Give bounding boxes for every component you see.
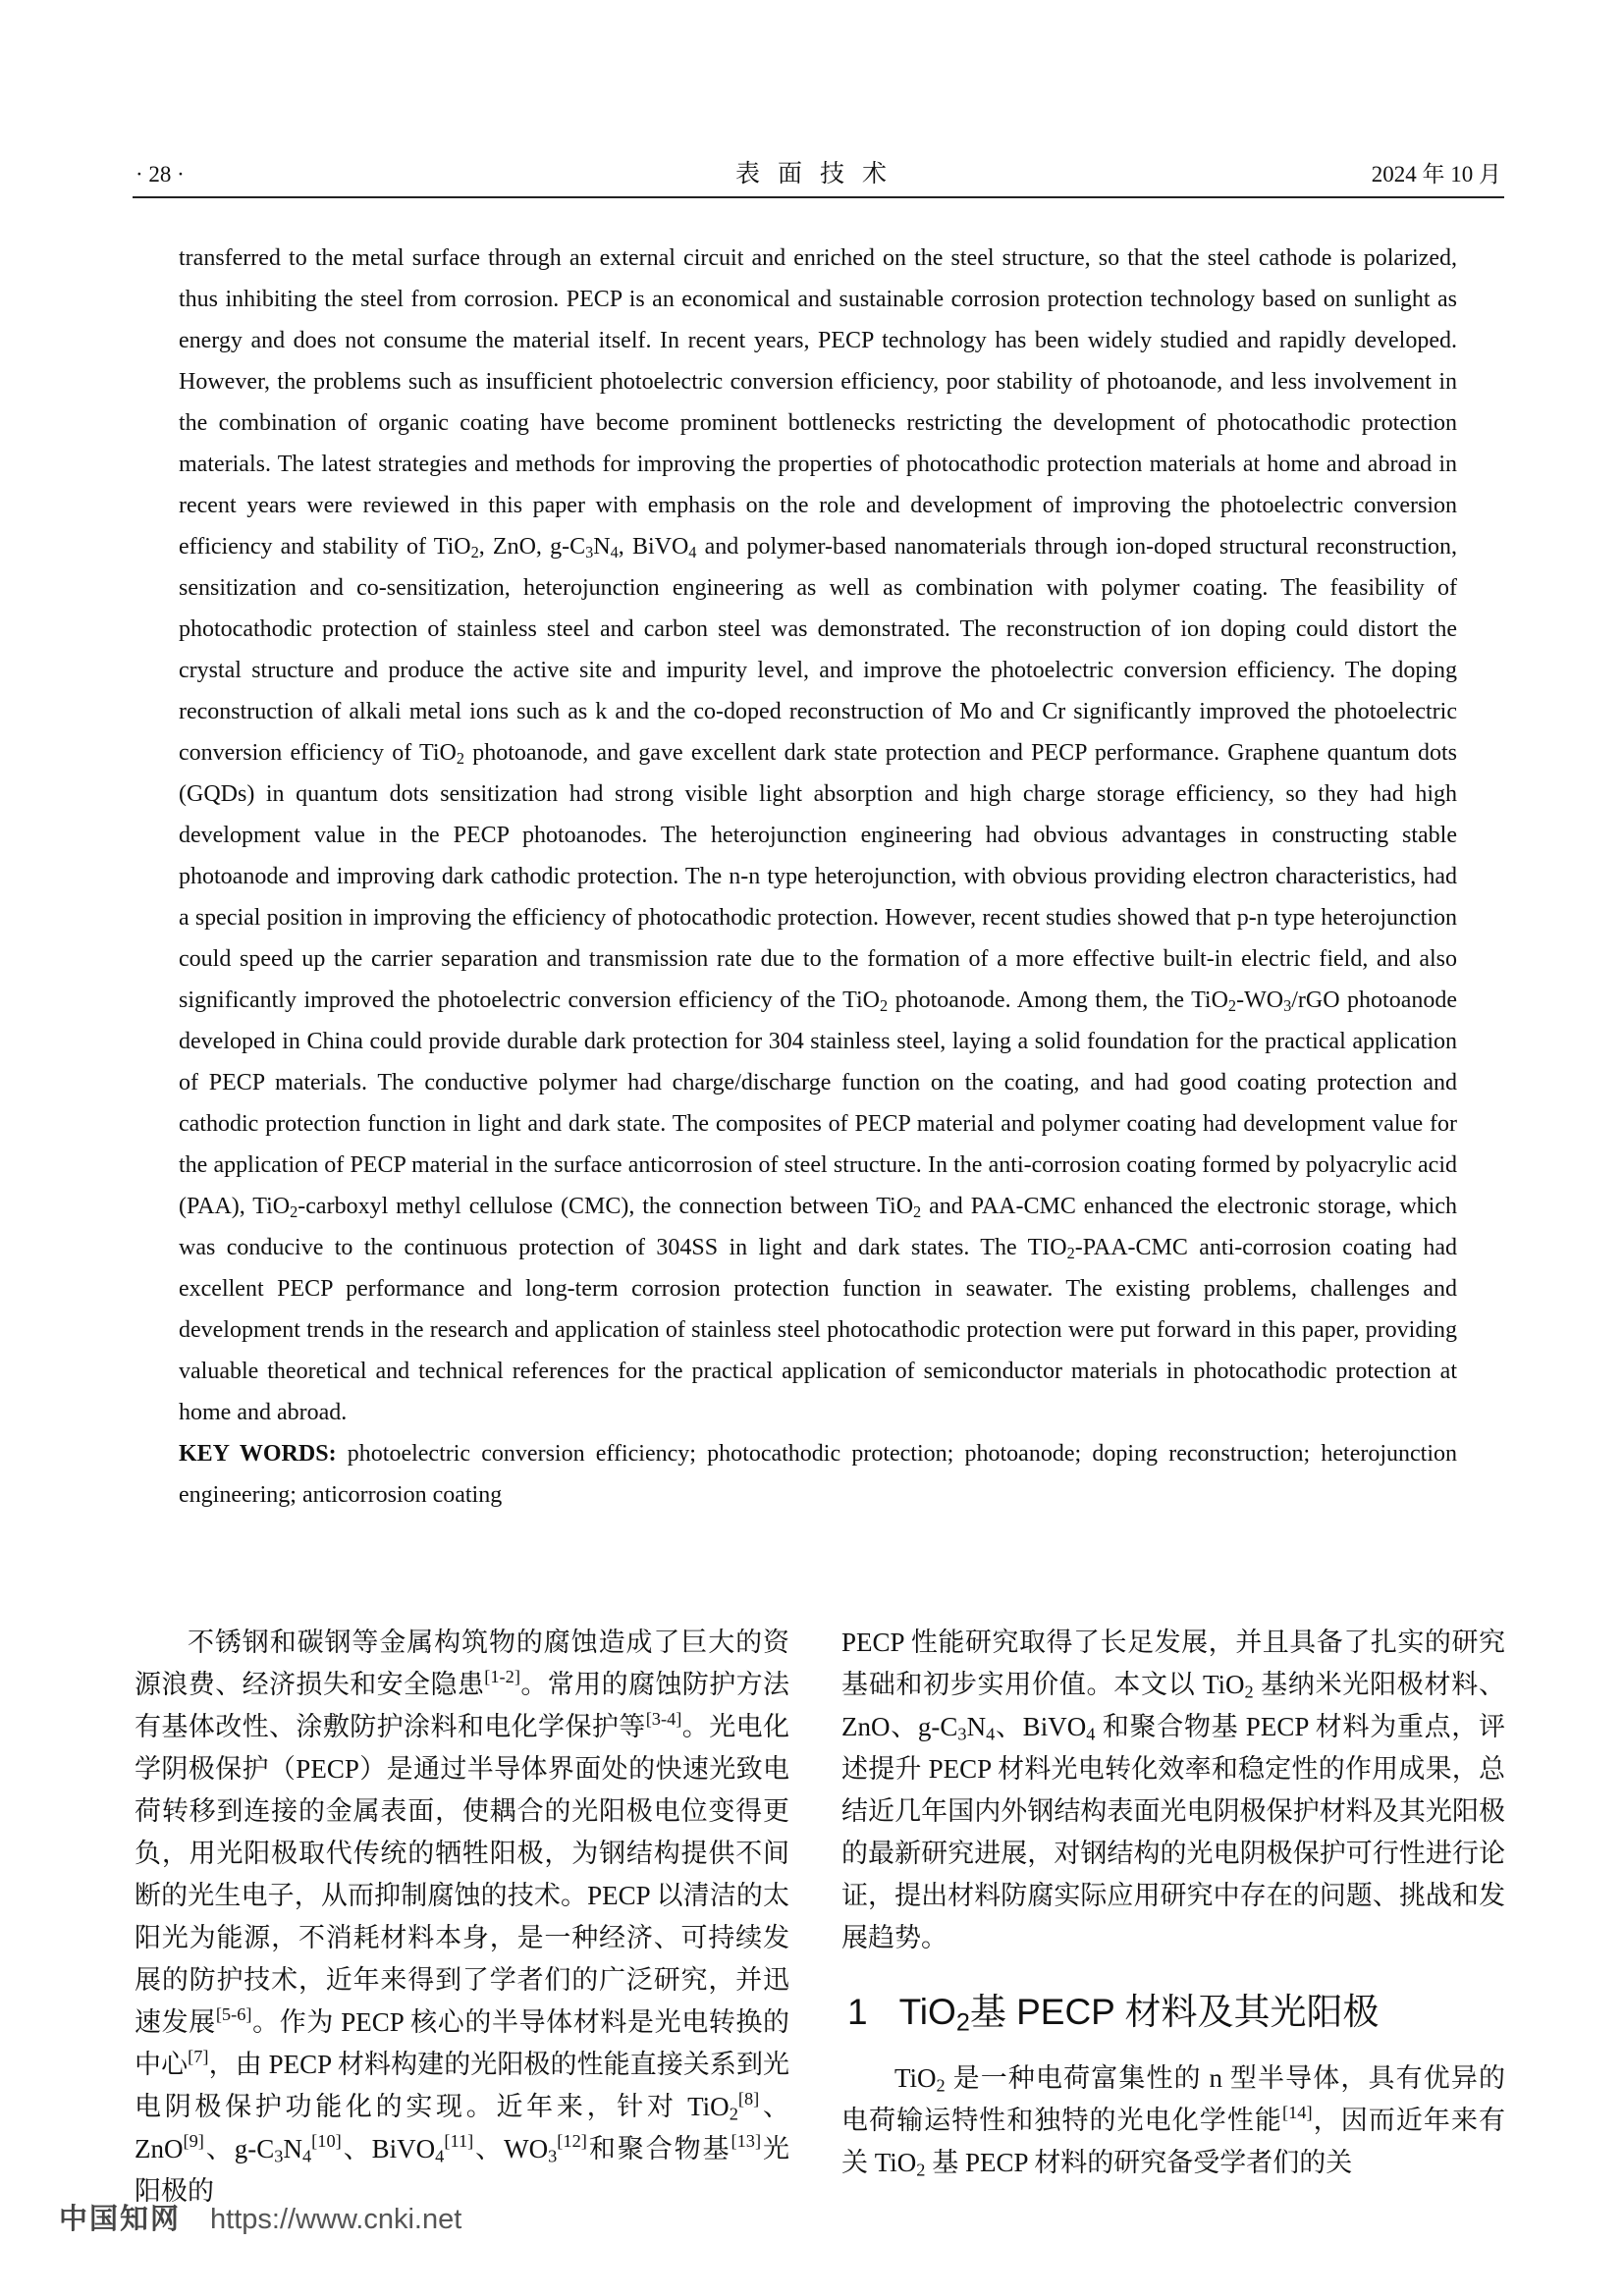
english-abstract [179, 238, 1457, 1516]
subscript: 3 [1283, 996, 1292, 1016]
body-text: 。常用的腐蚀防护方法有基体改性、涂敷防护涂料和电化学保护等 [135, 1670, 790, 1741]
body-column-right [841, 1622, 1505, 2184]
subscript: 2 [456, 749, 465, 769]
body-text: PECP 性能研究取得了长足发展，并且具备了扎实的研究基础和初步实用价值。本文以 TiO [841, 1628, 1505, 1699]
formula: TIO [1027, 1235, 1067, 1260]
subscript: 3 [274, 2146, 284, 2166]
subscript: 4 [1086, 1724, 1096, 1744]
formula: -WO [1236, 988, 1284, 1013]
body-text: 和聚合物基 PECP 材料为重点，评述提升 PECP 材料光电转化效率和稳定性的作用成果，总结近几年国内外钢结构表面光电阴极保护材料及其光阳极的最新研究进展，对钢结构的光电阴极保护可行性进行论证，提出材料防腐实际应用研究中存在的问题、挑战和发展趋势。 [841, 1712, 1506, 1952]
citation: [3-4] [645, 1708, 682, 1729]
site-url: https://www.cnki.net [210, 2204, 462, 2235]
subscript: 2 [936, 2075, 946, 2096]
subscript: 2 [1244, 1682, 1254, 1702]
section-number: 1 [847, 1992, 868, 2032]
subscript: 2 [879, 996, 889, 1016]
subscript: 2 [916, 2160, 926, 2180]
keywords [179, 1433, 1457, 1516]
formula: N [593, 534, 611, 560]
intro-paragraph-continued [841, 1622, 1505, 1959]
section-heading [841, 1985, 1505, 2040]
citation: [12] [557, 2130, 587, 2151]
citation: [14] [1281, 2102, 1313, 2122]
body-text: 不锈钢和碳钢等金属构筑物的腐蚀造成了巨大的资源浪费、经济损失和安全隐患 [135, 1628, 789, 1699]
citation: [11] [444, 2130, 474, 2151]
body-text: TiO [894, 2063, 937, 2093]
abstract-text: and polymer-based nanomaterials through ion-doped structural reconstruction, sensitization and co-sensitization, heterojunction engineering as well as combination with polymer coating. The feasibility of photocathodic protection of stainless steel and carbon steel was demonstrated. The reconstruction of ion doping could distort the crystal structure and produce the active site and impurity level, and improve the photoelectric conversion efficiency. The doping reconstruction of alkali metal ions such as k and the co-doped reconstruction of Mo and Cr significantly improved the photoelectric conversion efficiency of [179, 534, 1458, 766]
citation: [8] [737, 2088, 760, 2109]
citation: [1-2] [484, 1666, 520, 1686]
body-text: 。光电化学阴极保护（PECP）是通过半导体界面处的快速光致电荷转移到连接的金属表面，使耦合的光阳极电位变得更负，用光阳极取代传统的牺牲阳极，为钢结构提供不间断的光生电子，从而抑制腐蚀的技术。PECP 以清洁的太阳光为能源，不消耗材料本身，是一种经济、可持续发展的防护技术，近年来得到了学者们的广泛研究，并迅速发展 [135, 1712, 790, 2037]
abstract-text: transferred to the metal surface through an external circuit and enriched on the steel structure, so that the steel cathode is polarized, thus inhibiting the steel from corrosion. PECP is an economical and sustainable corrosion protection technology based on sunlight as energy and does not consume the material itself. In recent years, PECP technology has been widely studied and rapidly developed. However, the problems such as insufficient photoelectric conversion efficiency, poor stability of photoanode, and less involvement in the combination of organic coating have become prominent bottlenecks restricting the development of photocathodic protection materials. The latest strategies and methods for improving the properties of photocathodic protection materials at home and abroad in recent years were reviewed in this paper with emphasis on the role and development of improving the photoelectric conversion efficiency and stability of [179, 245, 1457, 560]
formula: TiO [252, 1194, 291, 1219]
subscript: 2 [1227, 996, 1237, 1016]
subscript: 2 [955, 2008, 970, 2037]
subscript: 4 [986, 1724, 996, 1744]
section-paragraph [841, 2057, 1505, 2184]
body-text: 基 PECP 材料的研究备受学者们的关 [925, 2148, 1353, 2177]
subscript: 3 [957, 1724, 967, 1744]
subscript: 3 [548, 2146, 558, 2166]
formula: TiO [842, 988, 880, 1013]
abstract-text: and PAA-CMC enhanced the electronic storage, which was conducive to the continuous protection of 304SS in light and dark states. The [179, 1194, 1458, 1260]
body-text: 、ZnO [135, 2092, 790, 2163]
subscript: 4 [301, 2146, 312, 2166]
citation: [7] [188, 2046, 209, 2066]
body-text: N [966, 1712, 987, 1741]
body-text: 。作为 PECP 核心的半导体材料是光电转换的中心 [135, 2007, 790, 2079]
body-text: 、WO [473, 2134, 549, 2163]
body-text: 是一种电荷富集性的 n 型半导体，具有优异的电荷输运特性和独特的光电化学性能 [841, 2063, 1505, 2135]
citation: [10] [311, 2130, 342, 2151]
citation: [5-6] [215, 2003, 252, 2024]
body-text: 光阳极的 [135, 2134, 790, 2206]
subscript: 2 [290, 1202, 298, 1222]
citation: [9] [183, 2130, 204, 2151]
abstract-text: -PAA-CMC anti-corrosion coating had excellent PECP performance and long-term corrosion protection function in seawater. The existing problems, challenges and development trends in the research and application of stainless steel photocathodic protection were put forward in this paper, providing valuable theoretical and technical references for the practical application of semiconductor materials in photocathodic protection at home and abroad. [179, 1235, 1457, 1425]
citation: [13] [731, 2130, 762, 2151]
formula: TiO [1191, 988, 1228, 1013]
formula: TiO [419, 740, 457, 766]
formula: , ZnO, g-C [478, 534, 586, 560]
section-title: 基 PECP 材料及其光阳极 [969, 1992, 1380, 2032]
page-number: · 28 · [135, 162, 185, 187]
body-text: 和聚合物基 [586, 2134, 731, 2163]
body-text: 、BiVO [995, 1712, 1087, 1741]
body-text: 、g-C [203, 2134, 275, 2163]
site-name: 中国知网 [59, 2204, 182, 2235]
journal-title: 表面技术 [734, 161, 904, 187]
section-title: TiO [898, 1992, 956, 2032]
subscript: 4 [688, 543, 697, 562]
subscript: 4 [610, 543, 619, 562]
body-text: ，因而近年来有关 TiO [841, 2106, 1506, 2177]
formula: TiO [876, 1194, 914, 1219]
subscript: 2 [470, 543, 479, 562]
abstract-text: photoanode. Among them, the [888, 988, 1192, 1013]
formula: , BiVO [618, 534, 689, 560]
subscript: 3 [585, 543, 594, 562]
keywords-list: photoelectric conversion efficiency; photocathodic protection; photoanode; doping reconstruction; heterojunction engineering; anticorrosion coating [179, 1441, 1458, 1508]
intro-paragraph [135, 1622, 789, 2213]
issue-date: 2024 年 10 月 [1371, 162, 1501, 187]
body-column-left [135, 1622, 789, 2213]
subscript: 2 [913, 1202, 922, 1222]
abstract-text: -carboxyl methyl cellulose (CMC), the connection between [298, 1194, 877, 1219]
subscript: 2 [729, 2104, 738, 2124]
formula: TiO [433, 534, 471, 560]
body-text: N [283, 2134, 302, 2163]
abstract-text: photoanode, and gave excellent dark state protection and PECP performance. Graphene quantum dots (GQDs) in quantum dots sensitization had strong visible light absorption and high charge storage efficiency, so they had high development value in the PECP photoanodes. The heterojunction engineering had obvious advantages in constructing stable photoanode and improving dark cathodic protection. The n-n type heterojunction, with obvious providing electron characteristics, had a special position in improving the efficiency of photocathodic protection. However, recent studies showed that p-n type heterojunction could speed up the carrier separation and transmission rate due to the formation of a more effective built-in electric field, and also significantly improved the photoelectric conversion efficiency of the [179, 740, 1458, 1013]
subscript: 4 [435, 2146, 445, 2166]
abstract-text: /rGO photoanode developed in China could provide durable dark protection for 304 stainless steel, laying a solid foundation for the practical application of PECP materials. The conductive polymer had charge/discharge function on the coating, and had good coating protection and cathodic protection function in light and dark state. The composites of PECP material and polymer coating had development value for the application of PECP material in the surface anticorrosion of steel structure. In the anti-corrosion coating formed by polyacrylic acid (PAA), [179, 988, 1458, 1219]
keywords-label: KEY WORDS: [179, 1441, 337, 1467]
running-header [133, 153, 1504, 198]
body-text: 、BiVO [341, 2134, 436, 2163]
body-text: 基纳米光阳极材料、ZnO、g-C [841, 1670, 1505, 1741]
body-text: ，由 PECP 材料构建的光阳极的性能直接关系到光电阴极保护功能化的实现。近年来，针对 TiO [135, 2050, 790, 2121]
subscript: 2 [1066, 1244, 1075, 1263]
cnki-watermark [59, 2197, 461, 2237]
abstract-body [179, 238, 1457, 1433]
